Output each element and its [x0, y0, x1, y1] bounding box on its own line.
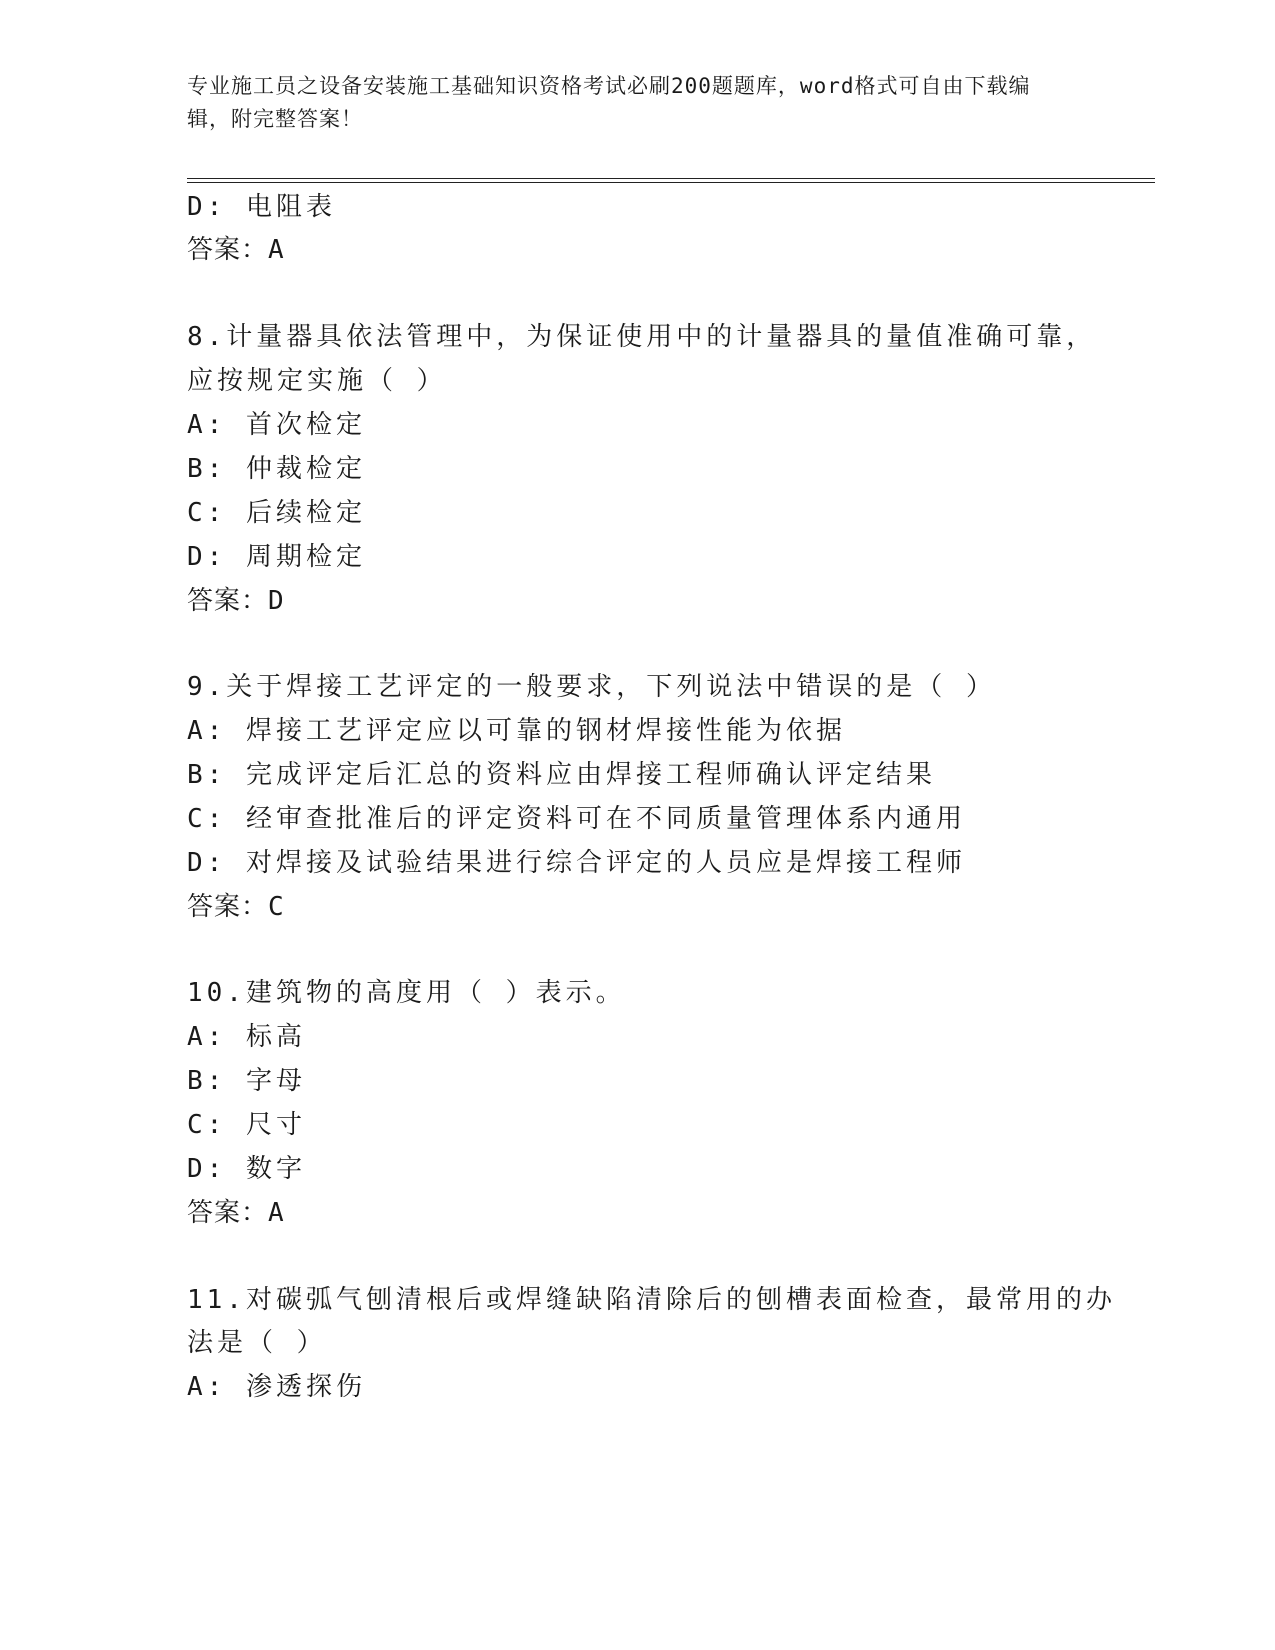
option-b: B: 完成评定后汇总的资料应由焊接工程师确认评定结果: [187, 760, 936, 790]
answer-value: A: [268, 235, 285, 265]
option-a: A: 渗透探伤: [187, 1372, 366, 1402]
answer-label: 答案：: [187, 235, 269, 265]
question-stem-continued: 应按规定实施（ ）: [187, 366, 447, 396]
option-d: D: 对焊接及试验结果进行综合评定的人员应是焊接工程师: [187, 848, 966, 878]
option-b: B: 仲裁检定: [187, 454, 366, 484]
option-d: D: 电阻表: [187, 192, 336, 222]
answer-label: 答案：: [187, 586, 269, 616]
option-a: A: 首次检定: [187, 410, 366, 440]
header-divider-bottom: [187, 182, 1155, 183]
answer-label: 答案：: [187, 892, 269, 922]
option-a: A: 焊接工艺评定应以可靠的钢材焊接性能为依据: [187, 716, 846, 746]
header-divider-top: [187, 178, 1155, 179]
option-b: B: 字母: [187, 1066, 306, 1096]
option-a: A: 标高: [187, 1022, 306, 1052]
question-stem-continued: 法是（ ）: [187, 1328, 327, 1358]
answer-line: [187, 1196, 285, 1230]
answer-value: D: [268, 586, 285, 616]
option-c: C: 经审查批准后的评定资料可在不同质量管理体系内通用: [187, 804, 966, 834]
question-stem: 10.建筑物的高度用（ ）表示。: [187, 978, 626, 1008]
answer-label: 答案：: [187, 1198, 269, 1228]
answer-line: [187, 233, 285, 267]
option-c: C: 后续检定: [187, 498, 366, 528]
question-stem: 9.关于焊接工艺评定的一般要求，下列说法中错误的是（ ）: [187, 672, 996, 702]
answer-line: [187, 584, 285, 618]
answer-line: [187, 890, 285, 924]
option-c: C: 尺寸: [187, 1110, 306, 1140]
option-d: D: 周期检定: [187, 542, 366, 572]
answer-value: A: [268, 1198, 285, 1228]
option-d: D: 数字: [187, 1154, 306, 1184]
question-stem: 11.对碳弧气刨清根后或焊缝缺陷清除后的刨槽表面检查，最常用的办: [187, 1285, 1116, 1315]
answer-value: C: [268, 892, 285, 922]
document-header: 专业施工员之设备安装施工基础知识资格考试必刷200题题库，word格式可自由下载编辑，附完整答案！: [187, 74, 1031, 131]
question-stem: 8.计量器具依法管理中，为保证使用中的计量器具的量值准确可靠，: [187, 322, 1097, 352]
